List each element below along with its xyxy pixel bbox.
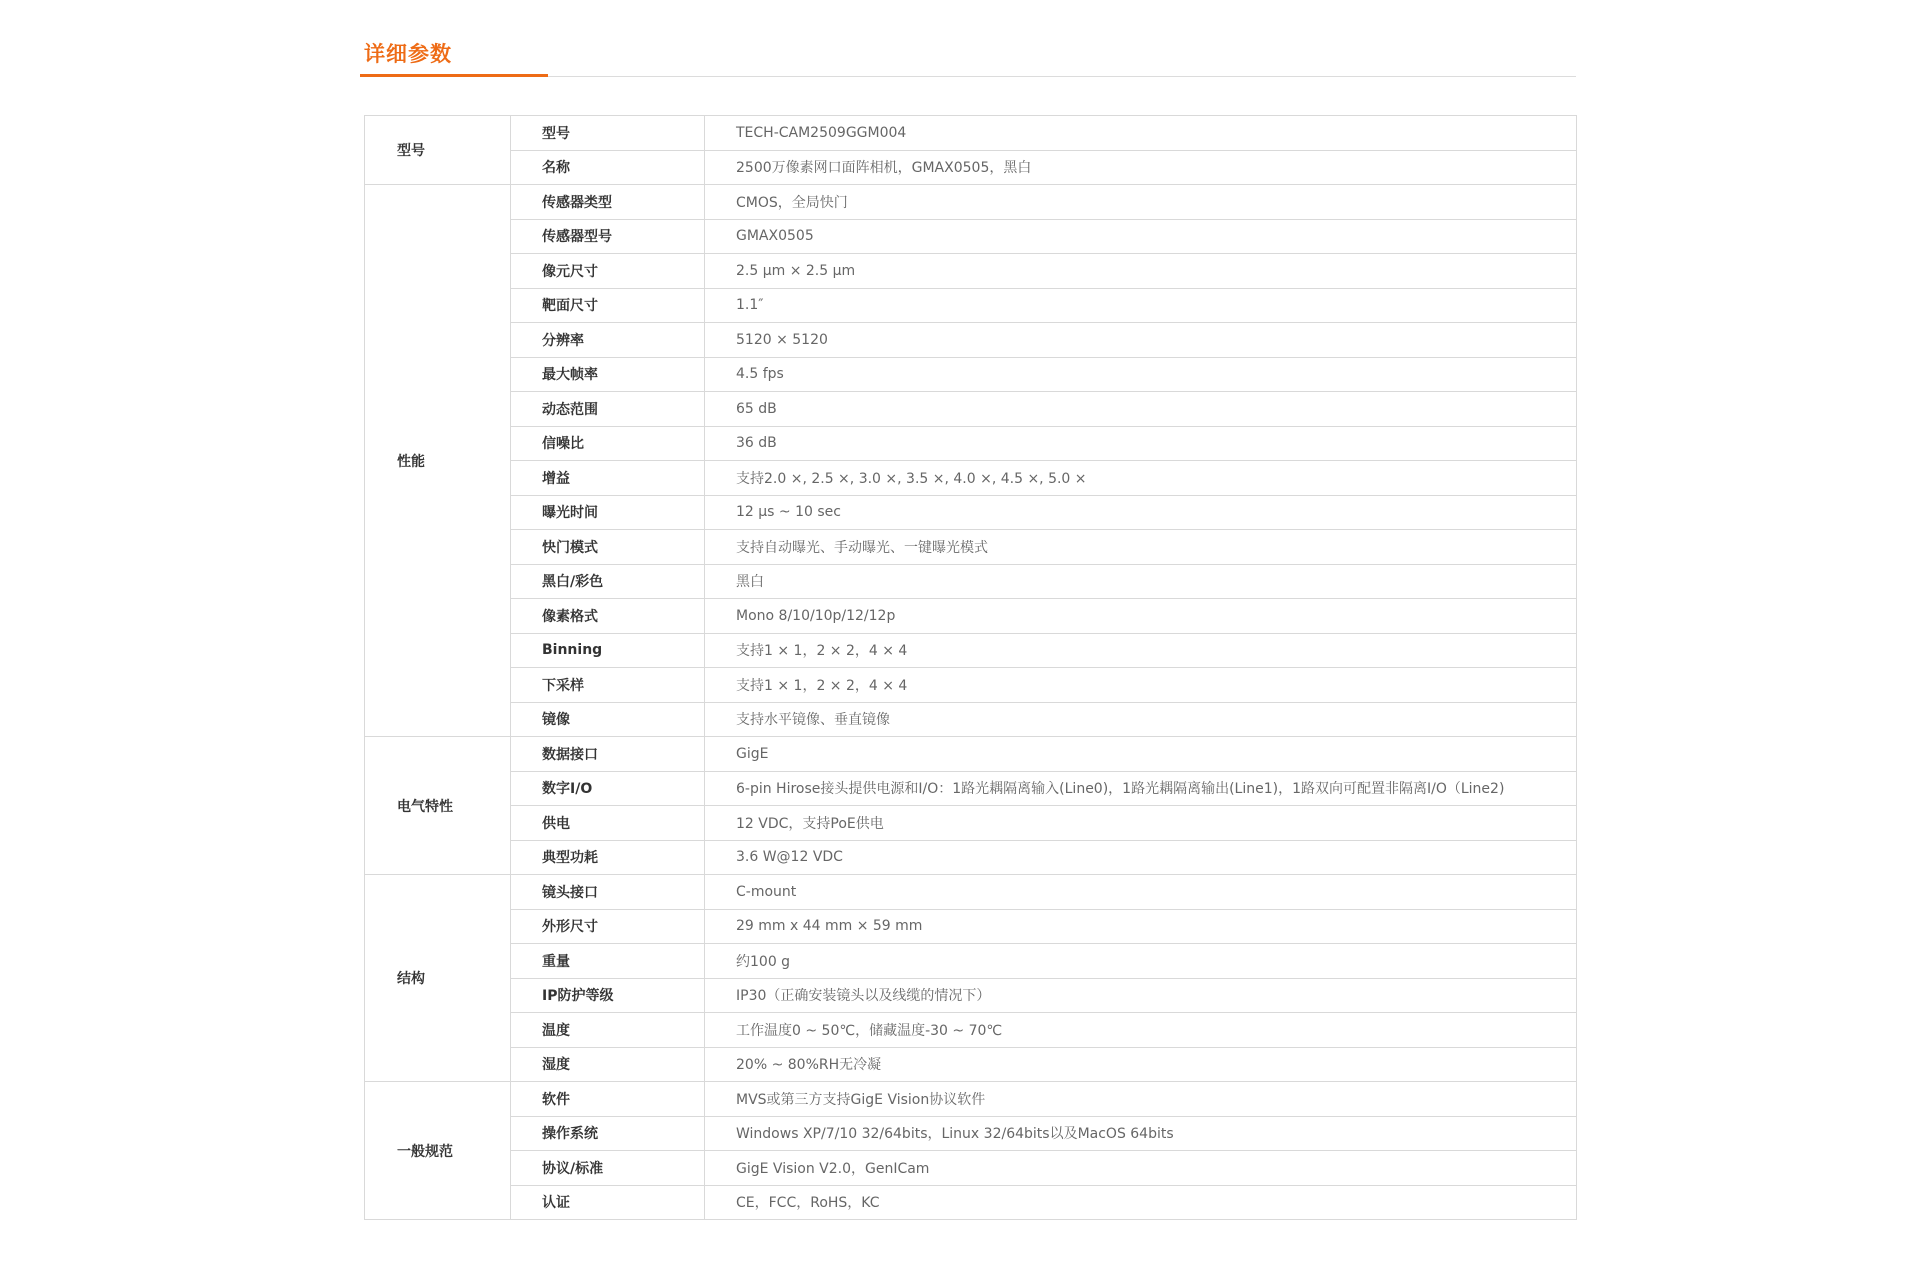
spec-value-cell: 支持1 × 1，2 × 2，4 × 4 — [705, 668, 1577, 703]
table-row — [365, 909, 1577, 944]
table-row — [365, 219, 1577, 254]
header-accent-bar — [360, 74, 548, 77]
table-row — [365, 1013, 1577, 1048]
spec-label-cell: 快门模式 — [511, 530, 705, 565]
spec-value-cell: 5120 × 5120 — [705, 323, 1577, 358]
table-row — [365, 771, 1577, 806]
spec-value-cell: Windows XP/7/10 32/64bits，Linux 32/64bits以及MacOS 64bits — [705, 1116, 1577, 1151]
spec-label-cell: 下采样 — [511, 668, 705, 703]
spec-label-cell: 名称 — [511, 150, 705, 185]
table-row — [365, 702, 1577, 737]
spec-label-cell: IP防护等级 — [511, 978, 705, 1013]
table-row — [365, 806, 1577, 841]
spec-label-cell: 软件 — [511, 1082, 705, 1117]
table-row — [365, 1047, 1577, 1082]
table-row — [365, 668, 1577, 703]
spec-value-cell: 支持自动曝光、手动曝光、一键曝光模式 — [705, 530, 1577, 565]
table-row — [365, 1151, 1577, 1186]
table-row — [365, 116, 1577, 151]
spec-label-cell: 传感器型号 — [511, 219, 705, 254]
spec-label-cell: 镜像 — [511, 702, 705, 737]
table-row — [365, 461, 1577, 496]
spec-value-cell: 2.5 μm × 2.5 μm — [705, 254, 1577, 289]
spec-label-cell: 分辨率 — [511, 323, 705, 358]
spec-label-cell: 操作系统 — [511, 1116, 705, 1151]
spec-label-cell: 传感器类型 — [511, 185, 705, 220]
spec-label-cell: 增益 — [511, 461, 705, 496]
spec-label-cell: 数字I/O — [511, 771, 705, 806]
spec-value-cell: 工作温度0 ~ 50℃，储藏温度-30 ~ 70℃ — [705, 1013, 1577, 1048]
table-row — [365, 1185, 1577, 1220]
table-row — [365, 323, 1577, 358]
table-row — [365, 978, 1577, 1013]
spec-label-cell: 镜头接口 — [511, 875, 705, 910]
table-row — [365, 357, 1577, 392]
spec-label-cell: 外形尺寸 — [511, 909, 705, 944]
table-row — [365, 564, 1577, 599]
spec-value-cell: 29 mm x 44 mm × 59 mm — [705, 909, 1577, 944]
spec-label-cell: 像素格式 — [511, 599, 705, 634]
spec-value-cell: 65 dB — [705, 392, 1577, 427]
spec-value-cell: GigE — [705, 737, 1577, 772]
spec-label-cell: 重量 — [511, 944, 705, 979]
spec-value-cell: 支持1 × 1，2 × 2，4 × 4 — [705, 633, 1577, 668]
table-row — [365, 737, 1577, 772]
spec-label-cell: 型号 — [511, 116, 705, 151]
spec-label-cell: 动态范围 — [511, 392, 705, 427]
spec-value-cell: Mono 8/10/10p/12/12p — [705, 599, 1577, 634]
spec-label-cell: 认证 — [511, 1185, 705, 1220]
table-row — [365, 1082, 1577, 1117]
group-name-cell: 一般规范 — [365, 1082, 511, 1220]
table-row — [365, 840, 1577, 875]
table-row — [365, 944, 1577, 979]
table-row — [365, 254, 1577, 289]
spec-value-cell: CE，FCC，RoHS，KC — [705, 1185, 1577, 1220]
spec-value-cell: 2500万像素网口面阵相机，GMAX0505，黑白 — [705, 150, 1577, 185]
table-row — [365, 426, 1577, 461]
spec-value-cell: 1.1″ — [705, 288, 1577, 323]
spec-value-cell: 4.5 fps — [705, 357, 1577, 392]
spec-value-cell: 支持水平镜像、垂直镜像 — [705, 702, 1577, 737]
spec-label-cell: 像元尺寸 — [511, 254, 705, 289]
spec-label-cell: 温度 — [511, 1013, 705, 1048]
spec-value-cell: 12 μs ~ 10 sec — [705, 495, 1577, 530]
section-header — [360, 36, 1576, 78]
table-row — [365, 288, 1577, 323]
spec-value-cell: 20% ~ 80%RH无冷凝 — [705, 1047, 1577, 1082]
spec-value-cell: MVS或第三方支持GigE Vision协议软件 — [705, 1082, 1577, 1117]
spec-label-cell: 湿度 — [511, 1047, 705, 1082]
spec-label-cell: 供电 — [511, 806, 705, 841]
table-row — [365, 185, 1577, 220]
table-row — [365, 150, 1577, 185]
spec-label-cell: 信噪比 — [511, 426, 705, 461]
spec-value-cell: 6-pin Hirose接头提供电源和I/O：1路光耦隔离输入(Line0)，1路光耦隔离输出(Line1)，1路双向可配置非隔离I/O（Line2) — [705, 771, 1577, 806]
spec-value-cell: IP30（正确安装镜头以及线缆的情况下） — [705, 978, 1577, 1013]
spec-label-cell: 协议/标准 — [511, 1151, 705, 1186]
spec-value-cell: 约100 g — [705, 944, 1577, 979]
table-row — [365, 392, 1577, 427]
spec-label-cell: 黑白/彩色 — [511, 564, 705, 599]
spec-table-body — [365, 116, 1577, 1220]
spec-value-cell: C-mount — [705, 875, 1577, 910]
group-name-cell: 型号 — [365, 116, 511, 185]
table-row — [365, 1116, 1577, 1151]
group-name-cell: 性能 — [365, 185, 511, 737]
spec-value-cell: 支持2.0 ×, 2.5 ×, 3.0 ×, 3.5 ×, 4.0 ×, 4.5 ×, 5.0 × — [705, 461, 1577, 496]
table-row — [365, 599, 1577, 634]
spec-value-cell: 12 VDC，支持PoE供电 — [705, 806, 1577, 841]
spec-label-cell: 典型功耗 — [511, 840, 705, 875]
spec-value-cell: 3.6 W@12 VDC — [705, 840, 1577, 875]
table-row — [365, 530, 1577, 565]
spec-value-cell: 黑白 — [705, 564, 1577, 599]
spec-value-cell: 36 dB — [705, 426, 1577, 461]
group-name-cell: 结构 — [365, 875, 511, 1082]
spec-value-cell: GMAX0505 — [705, 219, 1577, 254]
spec-label-cell: 最大帧率 — [511, 357, 705, 392]
section-title: 详细参数 — [364, 42, 452, 66]
table-row — [365, 633, 1577, 668]
spec-value-cell: GigE Vision V2.0，GenICam — [705, 1151, 1577, 1186]
group-name-cell: 电气特性 — [365, 737, 511, 875]
spec-table — [364, 115, 1577, 1220]
table-row — [365, 495, 1577, 530]
spec-label-cell: Binning — [511, 633, 705, 668]
spec-label-cell: 曝光时间 — [511, 495, 705, 530]
spec-label-cell: 靶面尺寸 — [511, 288, 705, 323]
table-row — [365, 875, 1577, 910]
spec-value-cell: TECH-CAM2509GGM004 — [705, 116, 1577, 151]
spec-value-cell: CMOS，全局快门 — [705, 185, 1577, 220]
spec-label-cell: 数据接口 — [511, 737, 705, 772]
